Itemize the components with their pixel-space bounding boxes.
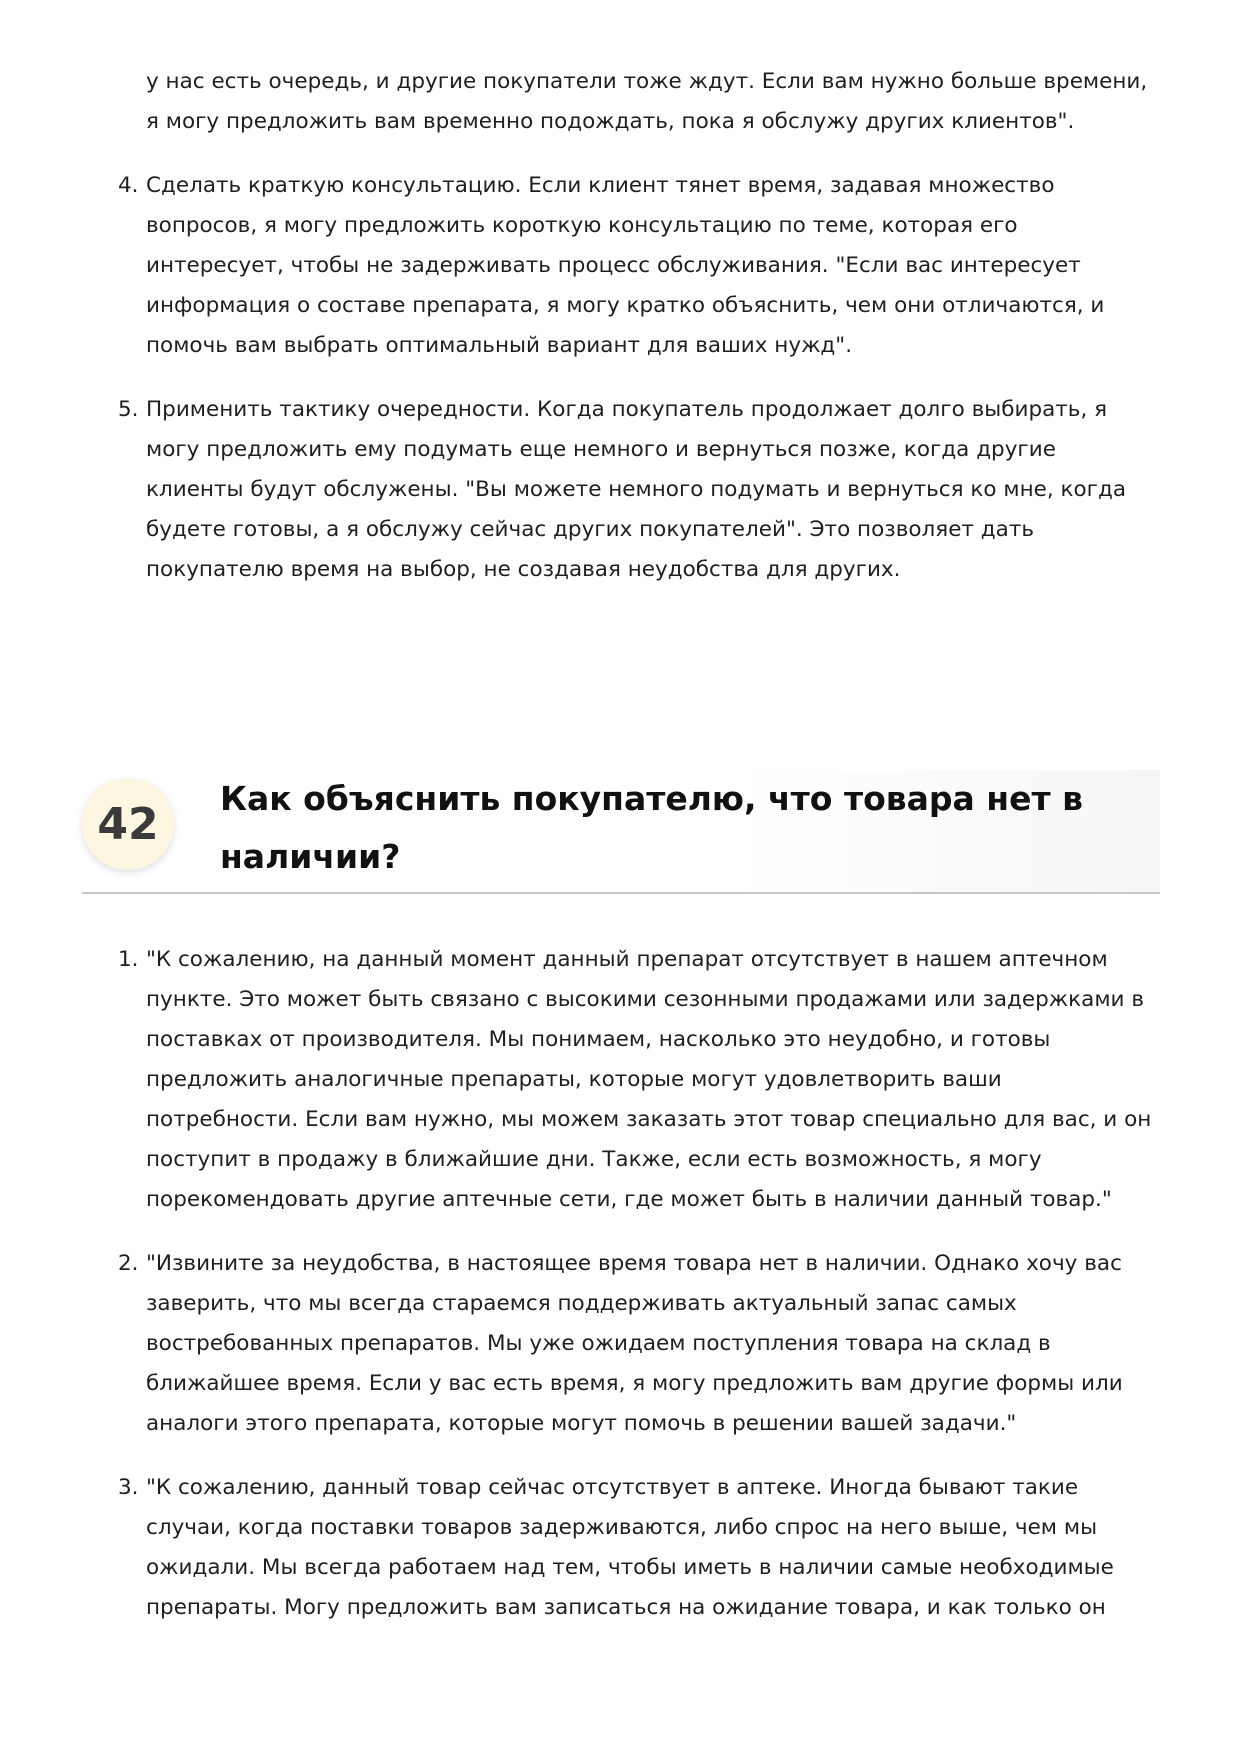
section-number-badge: 42 <box>82 778 174 870</box>
list-item <box>118 1468 1158 1628</box>
top-list <box>118 62 1158 614</box>
list-item-text: у нас есть очередь, и другие покупатели тоже ждут. Если вам нужно больше времени, я могу предложить вам временно подождать, пока я обслужу других клиентов". <box>146 69 1148 134</box>
list-item <box>118 940 1158 1220</box>
answer-list <box>118 940 1158 1652</box>
list-item <box>118 1244 1158 1444</box>
section-title: Как объяснить покупателю, что товара нет в наличии? <box>220 779 1083 876</box>
list-item-number: 2. <box>118 1251 139 1276</box>
list-item <box>118 166 1158 366</box>
list-item-text: Применить тактику очередности. Когда покупатель продолжает долго выбирать, я могу предложить ему подумать еще немного и вернуться позже, когда другие клиенты будут обслужены. "Вы можете немного подумать и вернуться ко мне, когда будете готовы, а я обслужу сейчас других покупателей". Это позволяет дать покупателю время на выбор, не создавая неудобства для других. <box>146 397 1127 582</box>
section-header <box>82 770 1160 894</box>
list-item-text: "К сожалению, на данный момент данный препарат отсутствует в нашем аптечном пункте. Это может быть связано с высокими сезонными продажами или задержками в поставках от производителя. Мы понимаем, насколько это неудобно, и готовы предложить аналогичные препараты, которые могут удовлетворить ваши потребности. Если вам нужно, мы можем заказать этот товар специально для вас, и он поступит в продажу в ближайшие дни. Также, если есть возможность, я могу порекомендовать другие аптечные сети, где может быть в наличии данный товар." <box>146 947 1152 1212</box>
list-item-number: 1. <box>118 947 139 972</box>
list-item-number: 4. <box>118 173 139 198</box>
list-item-text: "К сожалению, данный товар сейчас отсутствует в аптеке. Иногда бывают такие случаи, когда поставки товаров задерживаются, либо спрос на него выше, чем мы ожидали. Мы всегда работаем над тем, чтобы иметь в наличии самые необходимые препараты. Могу предложить вам записаться на ожидание товара, и как только он <box>146 1475 1114 1620</box>
list-item-text: Сделать краткую консультацию. Если клиент тянет время, задавая множество вопросов, я могу предложить короткую консультацию по теме, которая его интересует, чтобы не задерживать процесс обслуживания. "Если вас интересует информация о составе препарата, я могу кратко объяснить, чем они отличаются, и помочь вам выбрать оптимальный вариант для ваших нужд". <box>146 173 1105 358</box>
list-item-number: 3. <box>118 1475 139 1500</box>
list-item <box>118 390 1158 590</box>
list-item-text: "Извините за неудобства, в настоящее время товара нет в наличии. Однако хочу вас заверить, что мы всегда стараемся поддерживать актуальный запас самых востребованных препаратов. Мы уже ожидаем поступления товара на склад в ближайшее время. Если у вас есть время, я могу предложить вам другие формы или аналоги этого препарата, которые могут помочь в решении вашей задачи." <box>146 1251 1123 1436</box>
list-item <box>118 62 1158 142</box>
list-item-number: 5. <box>118 397 139 422</box>
